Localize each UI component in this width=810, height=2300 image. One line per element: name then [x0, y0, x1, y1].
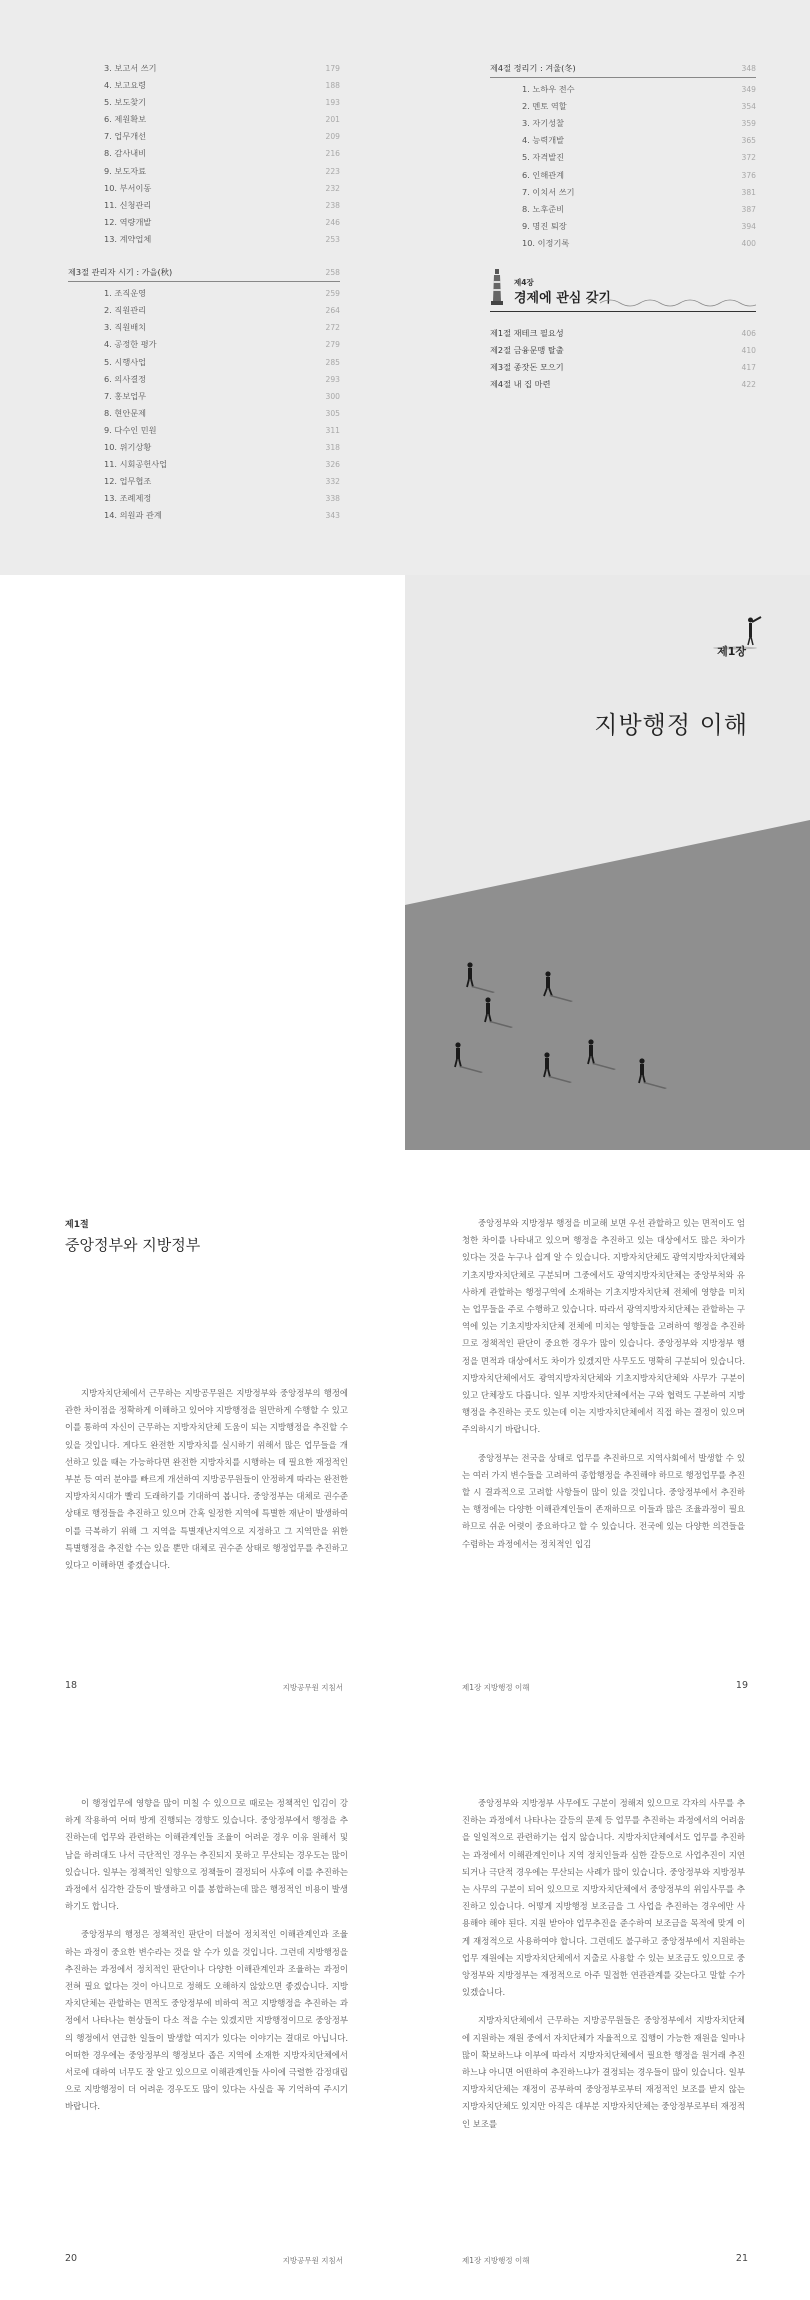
toc-entry-page: 400	[741, 238, 756, 248]
toc-entry[interactable]	[490, 235, 756, 252]
page19-body	[462, 1215, 745, 1564]
toc-entry-label: 9. 명진 퇴장	[522, 220, 567, 231]
toc-entry[interactable]	[490, 201, 756, 218]
toc-entry[interactable]	[490, 149, 756, 166]
toc-entry[interactable]	[68, 319, 340, 336]
toc-entry-page: 354	[741, 102, 756, 112]
toc-entry-label: 제1절 재테크 필요성	[490, 328, 564, 338]
toc-entry-label: 7. 이치서 쓰기	[522, 186, 575, 197]
toc-entry[interactable]	[68, 231, 340, 248]
page-number: 18	[65, 1680, 78, 1691]
toc-entry-label: 3. 직원배치	[104, 322, 147, 333]
toc-entry-page: 253	[325, 234, 340, 244]
grey-slope	[405, 820, 810, 1150]
toc-entry-label: 제4절 정리기 : 겨울(冬)	[490, 63, 576, 73]
toc-entry[interactable]	[68, 197, 340, 214]
page-20	[0, 1725, 405, 2300]
section-divider	[68, 281, 340, 282]
toc-section-entry[interactable]	[490, 376, 756, 393]
toc-entry[interactable]	[68, 60, 340, 77]
toc-entry-page: 349	[741, 85, 756, 95]
toc-entry-label: 2. 멘토 역할	[522, 101, 567, 112]
page-18	[0, 1150, 405, 1725]
chapter4-title: 경제에 관심 갖기	[514, 291, 611, 306]
toc-entry-label: 1. 노하우 전수	[522, 84, 575, 95]
toc-entry-page: 326	[325, 460, 340, 470]
chapter-opener-page	[405, 575, 810, 1150]
toc-entry-page: 406	[741, 329, 756, 338]
toc-entry-label: 13. 계약업체	[104, 233, 152, 244]
toc-entry-label: 13. 조례제정	[104, 493, 152, 504]
toc-entry-label: 11. 시회공헌사업	[104, 459, 168, 470]
toc-entry[interactable]	[68, 180, 340, 197]
toc-entry[interactable]	[68, 456, 340, 473]
running-footer: 제1장 지방행정 이해	[462, 2256, 530, 2265]
toc-entry-label: 제3절 종잣돈 모으기	[490, 362, 564, 373]
toc-spread	[0, 0, 810, 575]
chapter4-number: 제4장	[514, 278, 534, 287]
toc-entry-page: 209	[325, 132, 340, 142]
toc-entry-page: 348	[741, 64, 756, 73]
toc-entry[interactable]	[68, 439, 340, 456]
toc-entry[interactable]	[68, 490, 340, 507]
toc-entry-label: 6. 제원확보	[104, 114, 147, 125]
paragraph: 이 행정업무에 영향을 많이 미칠 수 있으므로 때로는 정책적인 입김이 강하게 작용하여 어떠 방게 진행되는 경향도 있습니다. 중앙정부에서 행정을 추진하는데 업무와 관련하는 이해관계인들 조율이 어려운 경우 이유 원해서 및 남을 하려대도 나서 극단적인 경우는 추진되지 못하고 무산되는 경우도는 많이 있습니다. 일부는 정책적인 일향으로 정책들이 결정되어 사후에 이를 추진하는 과정에서 심각한 갈등이 발생하고 이를 봉합하는데 많은 행정적인 비용이 발생하기도 합니다.	[65, 1798, 348, 1912]
toc-entry-page: 311	[325, 425, 340, 435]
toc-entry[interactable]	[490, 132, 756, 149]
toc-entry[interactable]	[490, 184, 756, 201]
toc-entry-page: 279	[325, 340, 340, 350]
toc-entry-label: 10. 부서이동	[104, 182, 152, 193]
toc-entry-label: 1. 조직운영	[104, 288, 147, 299]
toc-entry-label: 2. 직원관리	[104, 305, 147, 316]
toc-entry-label: 제4절 내 집 마련	[490, 379, 551, 390]
toc-section-entry[interactable]	[490, 325, 756, 342]
toc-entry[interactable]	[490, 98, 756, 115]
toc-entry-label: 8. 감사내비	[104, 148, 147, 159]
toc-entry-page: 305	[325, 408, 340, 418]
toc-entry[interactable]	[490, 218, 756, 235]
toc-entry[interactable]	[68, 388, 340, 405]
toc-entry-page: 417	[741, 363, 756, 373]
toc-entry-page: 272	[325, 323, 340, 333]
toc-entry-label: 12. 역량개발	[104, 216, 152, 227]
toc-entry-page: 259	[325, 289, 340, 299]
toc-entry[interactable]	[68, 145, 340, 162]
opener-chapter-number: 제1장	[717, 645, 746, 658]
toc-section-entry[interactable]	[68, 264, 340, 281]
toc-entry-page: 193	[325, 98, 340, 108]
toc-entry-page: 394	[741, 221, 756, 231]
page-number: 19	[735, 1680, 748, 1691]
toc-entry-label: 4. 공정한 평가	[104, 339, 157, 350]
toc-entry-label: 4. 능력개발	[522, 135, 565, 146]
toc-entry-label: 11. 신청관리	[104, 199, 152, 210]
paragraph: 중앙정부와 지방정부 사무에도 구분이 정해져 있으므로 각자의 사무를 추진하는 과정에서 나타나는 갈등의 문제 등 업무를 추진하는 과정에서의 어려움을 일일적으로 관련하기는 쉽지 않습니다. 지방자치단체에서도 업무를 추진하는 과정에서 이해관계인이나 지역 정치인들과 심한 갈등으로 사업추진이 지연되거나 극단적 경우에는 무산되는 사례가 많이 있습니다. 중앙정부와 지방정부는 사무의 구분이 되어 있으므로 지방자치단체에서 중앙정부의 위임사무를 추진하고 있습니다. 어떻게 지방행정 보조금을 그 사업을 추진하는 경우에만 사용해야 해야 된다. 지원 받아야 업무추진을 준수하여 보조금을 목적에 맞게 이게 재정적으로 사용하여야 합니다. 그런데도 불구하고 중앙정부에서 지원하는 업무 재원에는 지방자치단체에서 지출로 사용할 수 있는 보조금도 있으므로 중앙정부와 지방정부는 재정적으로 아주 밀접한 연관관계를 갖는다고 말할 수가 있겠습니다.	[462, 1798, 745, 1998]
toc-entry-page: 258	[325, 268, 340, 278]
toc-entry-page: 410	[741, 346, 756, 356]
toc-entry-page: 381	[741, 187, 756, 197]
paragraph: 지방자치단체에서 근무하는 지방공무원은 지방정부와 중앙정부의 행정에 관한 차이점을 정확하게 이해하고 있어야 지방행정을 원만하게 수행할 수 있고 이를 통하여 자신이 근무하는 지방자치단체 도움이 되는 지방행정을 추진할 수 있을 것입니다. 게다도 완전한 지방자치를 실시하기 위해서 많은 업무들을 개선하고 있을 때는 가능하다면 완전한 지방자치를 시행하는 데 필요한 재정적인 부분 등 여러 분야를 빠르게 개선하여 지방공무원들이 안정하게 따라는 완전한 지방자치시대가 빨리 도래하기를 기대하여 봅니다. 중앙정부는 대체로 권수준 상태로 행정들을 추진하고 있으며 간혹 일정한 지역에 특별한 재난이 발생하여 이를 극복하기 위해 그 지역을 특별재난지역으로 지정하고 그 지역만을 위한 특별행정을 추진할 수는 있을 뿐만 대체로 권수준 상태로 행정업무를 추진하고 있다고 이해하면 좋겠습니다.	[65, 1388, 348, 1571]
toc-entry[interactable]	[68, 507, 340, 524]
lighthouse-icon	[490, 267, 504, 307]
toc-entry-page: 223	[325, 166, 340, 176]
running-footer: 지방공무원 지침서	[282, 2256, 343, 2265]
toc-right-column	[490, 60, 756, 252]
toc-entry[interactable]	[68, 111, 340, 128]
page20-body	[65, 1795, 348, 2127]
toc-entry[interactable]	[68, 94, 340, 111]
toc-entry-page: 332	[325, 477, 340, 487]
toc-entry[interactable]	[68, 422, 340, 439]
page-19	[405, 1150, 810, 1725]
toc-entry-page: 387	[741, 204, 756, 214]
toc-entry[interactable]	[68, 302, 340, 319]
toc-entry-page: 359	[741, 119, 756, 129]
opener-illustration	[405, 575, 810, 1150]
toc-entry-label: 제3절 관리자 시기 : 가을(秋)	[68, 267, 173, 278]
toc-entry-label: 8. 현안문제	[104, 407, 147, 418]
toc-entry-page: 300	[325, 391, 340, 401]
toc-entry-page: 188	[325, 81, 340, 91]
toc-entry-label: 3. 보고서 쓰기	[104, 63, 157, 73]
toc-entry-label: 3. 자기성찰	[522, 118, 565, 129]
paragraph: 지방자치단체에서 근무하는 지방공무원들은 중앙정부에서 지방자치단체에 지원하는 재원 중에서 자치단체가 자율적으로 집행이 가능한 재원을 일마나 많이 확보하느냐 이부에 따라서 지방자치단체에서 필요한 행정을 원거래 추진하느냐 아니면 어떤하여 추진하느냐가 결정되는 경우들이 많이 있습니다. 일부 지방자치단체는 재정이 공부하여 중앙정부로부터 재정적인 보조를 받지 않는 지방자치단체도 있지만 아직은 대부분 지방자치단체는 중앙정부로부터 재정적인 보조를	[462, 2015, 745, 2129]
paragraph: 중앙정부는 전국을 상태로 업무를 추진하므로 지역사회에서 발생할 수 있는 여러 가지 변수들을 고려하여 종합행정을 추진해야 하므로 행정업무를 추진할 시 결과적으로 고려할 사항들이 많이 있을 것입니다. 중앙정부에서 추진하는 행정에는 다양한 이해관계인들이 존재하므로 이들과 많은 조율과정이 필요하므로 쉬운 어렷이 중요하다고 할 수 있습니다. 전국에 있는 다양한 의견들을 수렴하는 과정에서는 정치적인 입김	[462, 1452, 745, 1549]
toc-entry-page: 264	[325, 306, 340, 316]
running-footer: 제1장 지방행정 이해	[462, 1683, 530, 1692]
toc-entry[interactable]	[68, 214, 340, 231]
chapter4-heading	[490, 263, 756, 313]
toc-section-entry[interactable]	[490, 359, 756, 376]
toc-entry-page: 238	[325, 200, 340, 210]
toc-entry-page: 376	[741, 170, 756, 180]
toc-entry-label: 4. 보고요령	[104, 80, 147, 91]
toc-chapter4-entries	[490, 325, 756, 393]
chapter4-rule	[490, 311, 756, 312]
toc-section-entry[interactable]	[490, 342, 756, 359]
toc-entry-label: 10. 이정기록	[522, 237, 570, 248]
section-number: 제1절	[65, 1220, 89, 1230]
toc-entry[interactable]	[68, 354, 340, 371]
opener-chapter-title: 지방행정 이해	[594, 711, 748, 739]
toc-entry-page: 201	[325, 115, 340, 125]
page-number: 21	[735, 2253, 748, 2264]
toc-entry-page: 372	[741, 153, 756, 163]
toc-entry-label: 제2절 금융문맹 탈출	[490, 345, 564, 356]
toc-entry-label: 5. 보도찾기	[104, 97, 147, 108]
toc-entry-label: 8. 노후준비	[522, 203, 565, 214]
toc-entry[interactable]	[68, 473, 340, 490]
section-title: 중앙정부와 지방정부	[65, 1236, 201, 1254]
section-divider	[490, 77, 756, 78]
toc-entry[interactable]	[490, 167, 756, 184]
running-footer: 지방공무원 지침서	[282, 1683, 343, 1692]
toc-entry-label: 10. 위기상황	[104, 441, 152, 452]
toc-entry[interactable]	[68, 77, 340, 94]
toc-entry[interactable]	[68, 128, 340, 145]
toc-section-entry[interactable]	[490, 60, 756, 77]
paragraph: 중앙정부의 행정은 정책적인 판단이 더불어 정치적인 이해관계인과 조율하는 과정이 중요한 변수라는 것을 알 수가 있을 것입니다. 그런데 지방행정을 추진하는 과정에서 정치적인 판단이나 다양한 이해관계인과 조율하는 과정이 전혀 필요 없다는 것이 아니므로 정해도 오해하지 않았으면 좋겠습니다. 지방자치단체는 관할하는 면적도 중앙정부에 비하여 적고 지방행정을 추진하는 과정에서 나타나는 현상들이 다소 적을 수는 있겠지만 지방행정이므로 중앙정부의 행정에서 연급한 일들이 발생할 여지가 있다는 이야기는 결대로 아닙니다. 어떠한 경우에는 중앙정부의 행정보다 좁은 지역에 소재한 지방자치단체에서 서로에 대하여 너무도 잘 알고 있으므로 이해관계인들 사이에 극렬한 감정대립으로 지방행정이 더 어려운 경우도도 많이 있다는 사실을 꼭 기억하여 주시기 바랍니다.	[65, 1929, 348, 2112]
toc-entry-page: 365	[741, 136, 756, 146]
page18-body	[65, 1385, 348, 1585]
toc-entry-page: 422	[741, 380, 756, 390]
toc-entry-label: 12. 업무협조	[104, 476, 152, 487]
toc-entry-label: 9. 보도자료	[104, 165, 147, 176]
toc-entry-label: 9. 다수인 민원	[104, 424, 157, 435]
page-21	[405, 1725, 810, 2300]
page-number: 20	[65, 2253, 78, 2264]
toc-entry-label: 14. 의원과 관계	[104, 510, 162, 521]
toc-entry-label: 7. 업무개선	[104, 131, 147, 142]
toc-entry-page: 343	[325, 511, 340, 521]
toc-entry-label: 5. 자격발진	[522, 152, 565, 163]
toc-entry-label: 5. 시행사업	[104, 356, 147, 367]
opener-blank-page	[0, 575, 405, 1150]
toc-left-column	[68, 60, 340, 524]
toc-entry[interactable]	[68, 336, 340, 353]
toc-entry-page: 232	[325, 183, 340, 193]
paragraph: 중앙정부와 지방정부 행정을 비교해 보면 우선 관할하고 있는 면적이도 엄청한 차이를 나타내고 있으며 행정을 추진하고 있는 대상에서도 많은 차이가 있다는 것을 누구나 쉽게 알 수 있습니다. 지방자치단체도 광역지방자치단체와 기초지방자치단체로 구분되며 그중에서도 광역지방자치단체는 중앙부처와 유사하게 관할하는 행정구역에 소재하는 기초지방자치단체 전체에 영향을 미치는 업무들을 주로 수행하고 있습니다. 따라서 광역지방자치단체는 관할하는 구역에 있는 기초지방자치단체 전체에 미치는 영향들을 고려하여 행정을 추진하므로 정책적인 판단이 중요한 경우가 많이 있습니다. 중앙정부와 지방정부 행정을 면적과 대상에서도 차이가 있겠지만 사무도도 명확히 구분되어 있습니다. 지방자치단체에서도 광역지방자치단체와 기초지방자치단체와 사무가 구분이 있고 단체장도 다릅니다. 일부 지방자치단체에서는 구와 협력도 구분하여 지방행정을 추진하는 곳도 있는데 이는 지방자치단체에서 직접 하는 결정이 있으며 주의하시기 바랍니다.	[462, 1218, 745, 1435]
toc-entry[interactable]	[68, 405, 340, 422]
toc-entry-page: 318	[325, 442, 340, 452]
toc-entry-page: 179	[325, 64, 340, 73]
toc-entry-page: 293	[325, 374, 340, 384]
toc-entry-label: 7. 홍보업무	[104, 390, 147, 401]
toc-entry[interactable]	[68, 285, 340, 302]
toc-entry-page: 338	[325, 494, 340, 504]
page21-body	[462, 1795, 745, 2144]
wave-decoration	[600, 293, 756, 309]
toc-entry-label: 6. 인해관계	[522, 169, 565, 180]
toc-entry-page: 285	[325, 357, 340, 367]
toc-entry-label: 6. 의사결정	[104, 373, 147, 384]
toc-entry[interactable]	[490, 115, 756, 132]
toc-entry[interactable]	[68, 163, 340, 180]
toc-entry-page: 216	[325, 149, 340, 159]
toc-entry[interactable]	[68, 371, 340, 388]
toc-entry[interactable]	[490, 81, 756, 98]
toc-entry-page: 246	[325, 217, 340, 227]
